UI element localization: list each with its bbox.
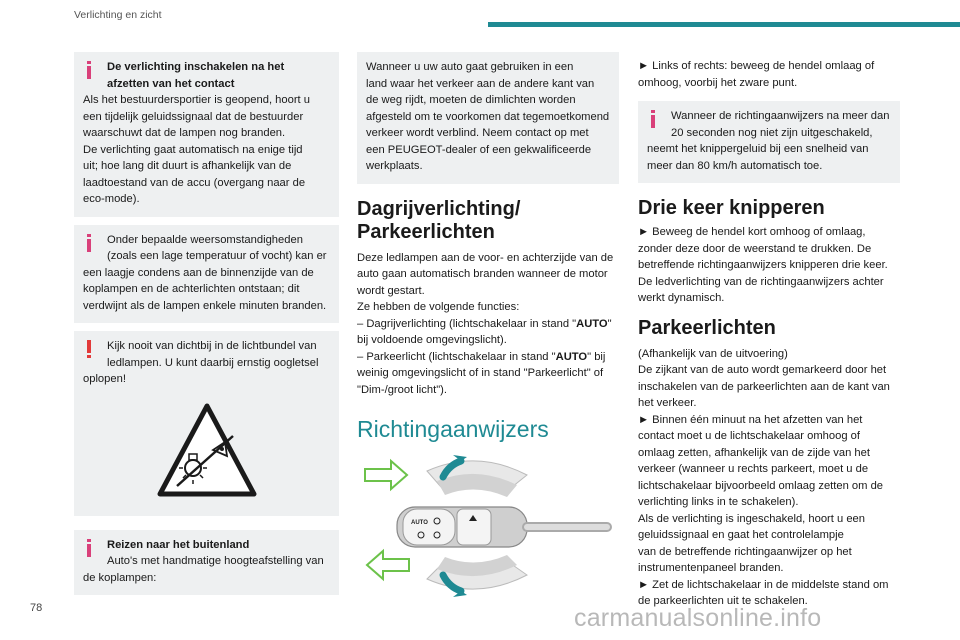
parking-lights-text [638,346,900,610]
text-line: zonder deze door de weerstand te drukken. De [638,242,872,255]
text-line: De zijkant van de auto wordt gemarkeerd door het [638,364,887,376]
text-line: de parkeerlichten uit te schakelen. [638,595,808,607]
text-line: ► Binnen één minuut na het afzetten van het [638,413,863,426]
text-line: betreffende richtingaanwijzers knipperen drie keer. [638,259,888,271]
text-line: de koplampen: [83,571,157,584]
text-line: verkeer wordt verblind. Neem contact op met [366,127,589,139]
text-line: ► Links of rechts: beweeg de hendel omlaag of [638,60,875,72]
watermark: carmanualsonline.info [574,604,822,632]
column-middle [357,52,619,616]
text-line: De verlichting gaat automatisch na enige tijd [83,143,303,156]
text-line: (zoals een lage temperatuur of vocht) kan er [107,250,327,262]
info-icon [651,110,655,128]
do-not-look-at-light-symbol [155,400,259,504]
text-line: waarschuwt dat de lampen nog branden. [83,127,286,139]
text-line: Kijk nooit van dichtbij in de lichtbundel van [107,340,317,352]
text-span: " bij [587,350,606,363]
auto-label: AUTO [555,350,588,363]
heading-indicators: Richtingaanwijzers [357,416,549,442]
text-line: (Afhankelijk van de uitvoering) [638,347,788,360]
indicator-stalk-illustration [357,451,619,611]
arrow-right-icon [365,461,407,489]
info-icon [87,61,91,79]
text-line: verdwijnt als de lampen enkele minuten branden. [83,299,327,312]
text-line: Ze hebben de volgende functies: [357,301,520,313]
text-line: de weg rijdt, moeten de dimlichten worden [366,94,576,106]
text-line: Auto's met handmatige hoogteafstelling van [107,555,324,567]
arrow-left-icon [367,551,409,579]
running-header: Verlichting en zicht [74,9,162,21]
text-line: auto gaan automatisch branden wanneer de motor [357,268,608,280]
auto-label: AUTO [576,317,608,330]
info-icon [87,234,91,252]
indicator-instruction [638,58,900,91]
text-span: – Dagrijverlichting (lichtschakelaar in stand " [357,317,577,330]
text-line: oplopen! [83,373,126,385]
note-indicator-sound [638,101,900,183]
text-line: omhoog, voorbij het zware punt. [638,76,798,89]
text-line: Wanneer u uw auto gaat gebruiken in een [366,61,574,73]
text-line: Deze ledlampen aan de voor- en achterzijde van de [357,251,614,264]
note-travel-abroad [74,530,339,596]
column-right [638,52,900,610]
text-line: Als de verlichting is ingeschakeld, hoort u een [638,512,865,525]
text-line: koplampen en de achterlichten ontstaan; dit [83,283,300,295]
note-title: De verlichting inschakelen na het [107,61,285,73]
info-icon [87,539,91,557]
text-line: een tijdelijk geluidssignaal dat de bestuurder [83,110,304,123]
text-line: wordt gestart. [357,284,425,297]
warning-icon [87,340,91,360]
column-left [74,52,339,603]
text-line: 20 seconden nog niet zijn uitgeschakeld, [671,126,873,139]
text-line: verkeer (wanneer u rechts parkeert, moet u de [638,463,869,475]
heading-three-flashes: Drie keer knipperen [638,197,825,219]
warning-led-eye [74,331,339,516]
text-line: instrumentenpaneel branden. [638,562,784,574]
note-condensation [74,225,339,324]
text-span: " [607,317,612,330]
text-line: "Dim-/groot licht"). [357,383,447,396]
text-line: omlaag zetten, afhankelijk van de zijde van het [638,446,870,459]
three-flashes-text [638,224,900,307]
text-line: afgesteld om te voorkomen dat tegemoetkomend [366,110,610,123]
text-line: werkplaats. [366,160,423,172]
text-line: bij voldoende omgevingslicht). [357,334,507,346]
stalk-auto-label: AUTO [411,520,428,526]
text-line: ► Beweeg de hendel kort omhoog of omlaag, [638,226,866,238]
text-line: land waar het verkeer aan de andere kant van [366,77,595,90]
function-item [357,349,619,366]
note-lights-after-ignition [74,52,339,217]
text-line: verlichting links in te schakelen). [638,496,799,508]
text-line: werkt dynamisch. [638,292,725,304]
text-line: ► Zet de lichtschakelaar in de middelste stand om [638,578,889,591]
text-line: neemt het knippergeluid bij een snelheid van [647,143,869,155]
text-line: lichtschakelaar bijvoorbeeld omlaag zetten om de [638,479,884,492]
text-line: contact moet u de lichtschakelaar omhoog of [638,430,861,442]
text-line: een PEUGEOT-dealer of een gekwalificeerde [366,143,592,156]
text-line: inschakelen van de parkeerlichten aan de kant van [638,380,890,393]
text-line: ledlampen. U kunt daarbij ernstig oogletsel [107,356,319,369]
text-line: uit; hoe lang dit duurt is afhankelijk van de [83,160,292,172]
text-line: eco-mode). [83,193,140,205]
heading-parking-lights: Parkeerlichten [638,316,776,339]
text-line: Wanneer de richtingaanwijzers na meer dan [671,110,890,122]
text-line: laadtoestand van de accu (overgang naar de [83,176,306,189]
note-title: afzetten van het contact [107,77,235,90]
header-accent-bar [488,22,960,27]
text-line: een laagje condens aan de binnenzijde van de [83,266,314,279]
note-title: Reizen naar het buitenland [107,538,250,551]
text-line: Onder bepaalde weersomstandigheden [107,233,303,246]
heading-daytime-lights: Parkeerlichten [357,220,495,243]
text-span: – Parkeerlicht (lichtschakelaar in stand " [357,350,556,363]
text-line: het verkeer. [638,397,697,409]
text-line: weinig omgevingslicht of in stand "Parkeerlicht" of [357,367,604,379]
text-line: geluidssignaal en gaat het controlelampje [638,529,844,541]
heading-daytime-lights: Dagrijverlichting/ [357,197,521,220]
function-item [357,316,619,333]
text-line: Als het bestuurdersportier is geopend, hoort u [83,94,310,106]
text-line: meer dan 80 km/h automatisch toe. [647,159,823,172]
page-number: 78 [30,602,43,614]
note-travel-continued [357,52,619,184]
text-line: De ledverlichting van de richtingaanwijzers achter [638,275,884,288]
daytime-lights-text [357,250,619,399]
text-line: van de betreffende richtingaanwijzer op het [638,545,852,558]
